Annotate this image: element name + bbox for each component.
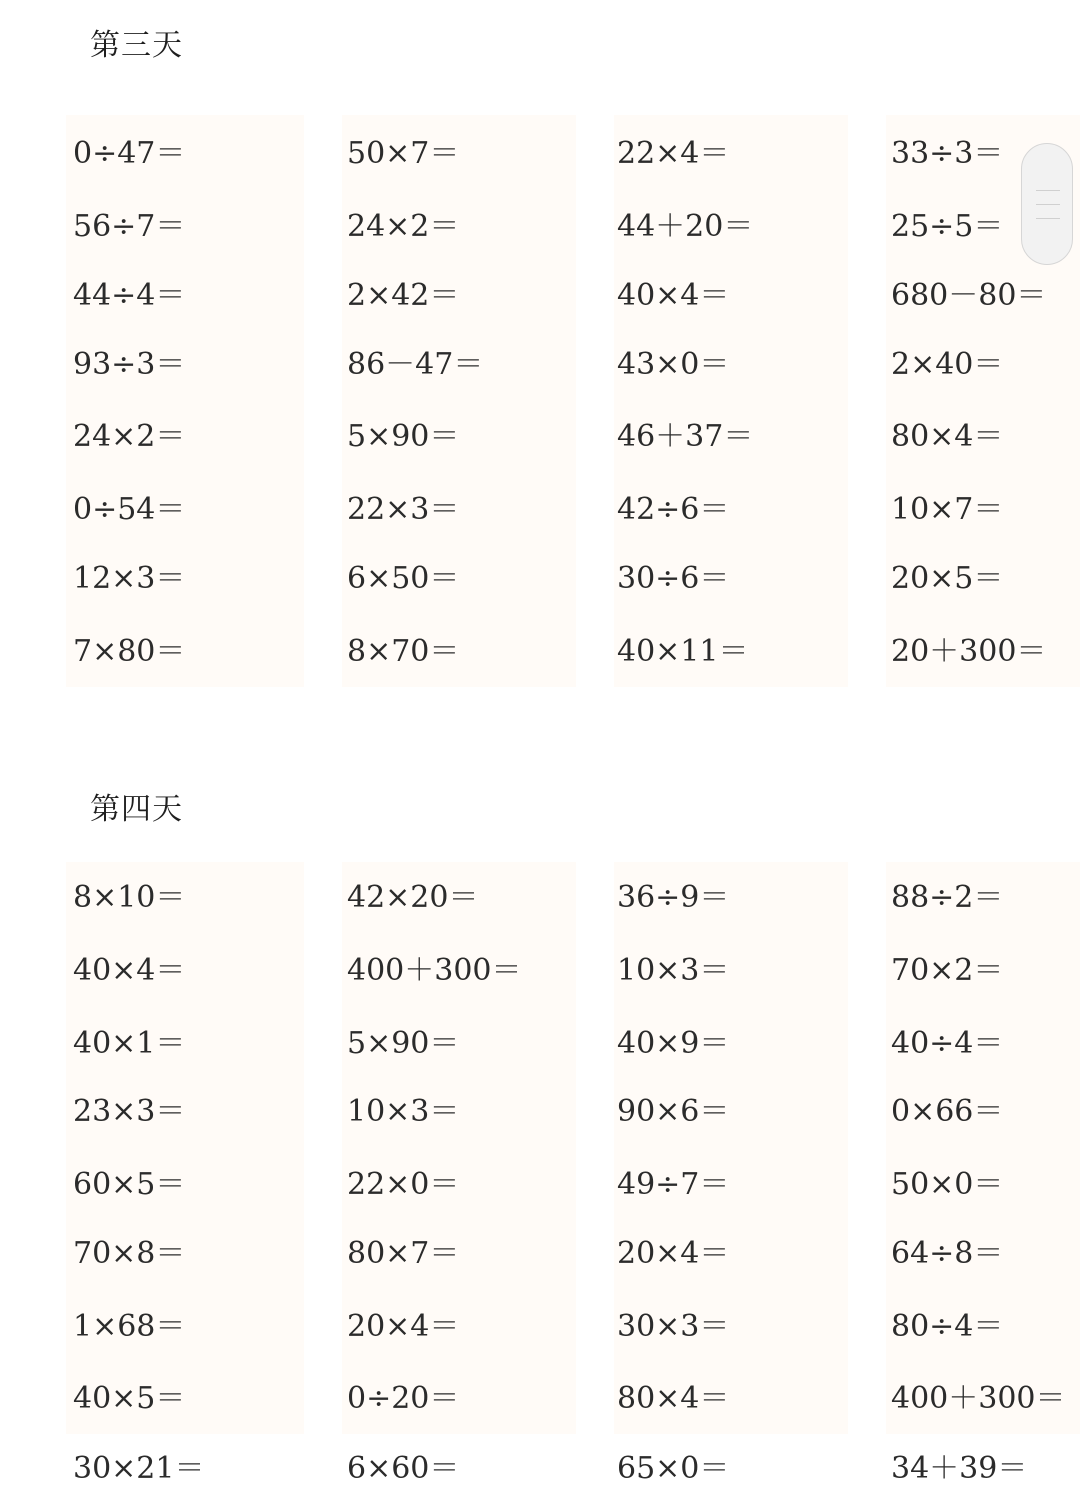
math-problem: 20×5＝ (891, 561, 1004, 596)
column-background (614, 115, 848, 687)
math-problem: 6×60＝ (347, 1451, 460, 1486)
column-background (342, 862, 576, 1434)
math-problem: 8×10＝ (73, 880, 186, 915)
math-problem: 30÷6＝ (617, 561, 730, 596)
math-problem: 0÷47＝ (73, 136, 186, 171)
math-problem: 22×0＝ (347, 1167, 460, 1202)
math-problem: 80÷4＝ (891, 1309, 1004, 1344)
math-problem: 0×66＝ (891, 1094, 1004, 1129)
math-problem: 80×4＝ (617, 1381, 730, 1416)
math-problem: 1×68＝ (73, 1309, 186, 1344)
math-problem: 80×4＝ (891, 419, 1004, 454)
math-problem: 50×7＝ (347, 136, 460, 171)
math-problem: 0÷20＝ (347, 1381, 460, 1416)
math-problem: 680－80＝ (891, 278, 1047, 313)
math-problem: 22×4＝ (617, 136, 730, 171)
math-problem: 23×3＝ (73, 1094, 186, 1129)
section-title-day4: 第四天 (90, 792, 183, 827)
math-problem: 5×90＝ (347, 419, 460, 454)
math-problem: 56÷7＝ (73, 209, 186, 244)
column-background (66, 115, 304, 687)
math-problem: 400＋300＝ (347, 953, 522, 988)
math-problem: 8×70＝ (347, 634, 460, 669)
column-background (342, 115, 576, 687)
column-background (66, 862, 304, 1434)
math-problem: 70×8＝ (73, 1236, 186, 1271)
math-problem: 40×4＝ (73, 953, 186, 988)
math-problem: 40×9＝ (617, 1026, 730, 1061)
column-background (614, 862, 848, 1434)
math-problem: 90×6＝ (617, 1094, 730, 1129)
math-problem: 12×3＝ (73, 561, 186, 596)
scroll-handle[interactable] (1021, 143, 1073, 265)
math-problem: 50×0＝ (891, 1167, 1004, 1202)
math-problem: 10×3＝ (347, 1094, 460, 1129)
math-problem: 2×40＝ (891, 347, 1004, 382)
math-problem: 33÷3＝ (891, 136, 1004, 171)
math-problem: 40×1＝ (73, 1026, 186, 1061)
math-problem: 5×90＝ (347, 1026, 460, 1061)
math-problem: 10×3＝ (617, 953, 730, 988)
math-problem: 60×5＝ (73, 1167, 186, 1202)
math-problem: 10×7＝ (891, 492, 1004, 527)
math-problem: 34＋39＝ (891, 1451, 1028, 1486)
math-problem: 40×5＝ (73, 1381, 186, 1416)
math-problem: 30×3＝ (617, 1309, 730, 1344)
math-problem: 44＋20＝ (617, 209, 754, 244)
math-problem: 6×50＝ (347, 561, 460, 596)
math-problem: 40÷4＝ (891, 1026, 1004, 1061)
math-problem: 43×0＝ (617, 347, 730, 382)
math-problem: 400＋300＝ (891, 1381, 1066, 1416)
math-problem: 42×20＝ (347, 880, 479, 915)
math-problem: 93÷3＝ (73, 347, 186, 382)
math-problem: 20×4＝ (617, 1236, 730, 1271)
column-background (886, 862, 1080, 1434)
math-problem: 88÷2＝ (891, 880, 1004, 915)
math-problem: 22×3＝ (347, 492, 460, 527)
math-problem: 46＋37＝ (617, 419, 754, 454)
math-problem: 65×0＝ (617, 1451, 730, 1486)
math-problem: 40×4＝ (617, 278, 730, 313)
math-problem: 70×2＝ (891, 953, 1004, 988)
section-title-day3: 第三天 (90, 28, 183, 63)
math-problem: 24×2＝ (347, 209, 460, 244)
math-problem: 64÷8＝ (891, 1236, 1004, 1271)
math-problem: 44÷4＝ (73, 278, 186, 313)
math-problem: 42÷6＝ (617, 492, 730, 527)
math-problem: 36÷9＝ (617, 880, 730, 915)
math-problem: 49÷7＝ (617, 1167, 730, 1202)
math-problem: 86－47＝ (347, 347, 484, 382)
math-problem: 2×42＝ (347, 278, 460, 313)
math-problem: 40×11＝ (617, 634, 749, 669)
math-problem: 20＋300＝ (891, 634, 1047, 669)
math-problem: 7×80＝ (73, 634, 186, 669)
math-problem: 24×2＝ (73, 419, 186, 454)
math-problem: 25÷5＝ (891, 209, 1004, 244)
math-problem: 30×21＝ (73, 1451, 205, 1486)
math-problem: 0÷54＝ (73, 492, 186, 527)
math-problem: 80×7＝ (347, 1236, 460, 1271)
math-problem: 20×4＝ (347, 1309, 460, 1344)
